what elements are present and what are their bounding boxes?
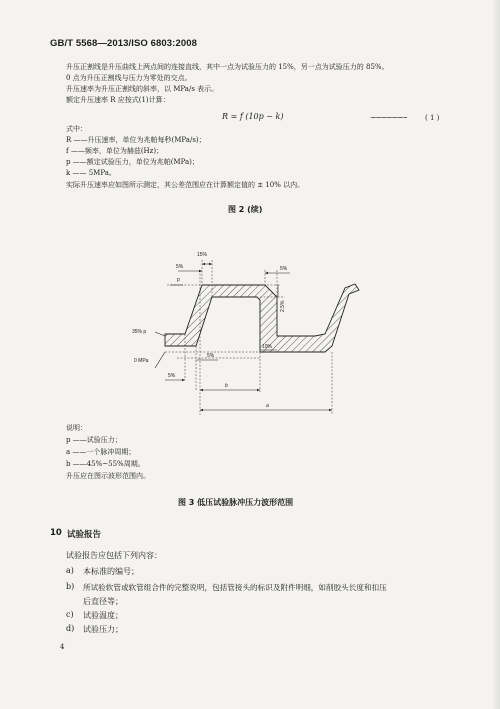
page-number: 4 [60,643,65,651]
definition-R: R ——升压速率，单位为兆帕每秒(MPa/s)； [66,136,206,144]
list-item: 所试验软管或软管组合件的完整说明，包括管接头的标识及附件明细，如削胶头长度和扣压 [83,583,387,592]
list-item-marker: b) [66,582,75,591]
list-item: 本标准的编号； [83,567,139,576]
label-5pct-mid: 5% [207,353,215,359]
label-0-mpa: 0 MPa [134,358,149,364]
list-item: 试验压力； [83,625,123,634]
legend-item-p: p ——试验压力； [66,436,122,444]
section-intro: 试验报告应包括下列内容： [66,551,162,560]
waveform-envelope [165,284,359,352]
section-number: 10 [50,528,62,538]
intro-line-1: 升压正割线是升压曲线上两点间的连接直线，其中一点为试验压力的 15%，另一点为试验压力的 85%。 [66,63,389,71]
definition-k: k —— 5MPa。 [66,169,116,177]
list-item-continuation: 后直径等； [83,597,123,606]
label-a: a [266,403,269,409]
label-5pct-left: 5% [176,264,184,270]
list-item: 试验温度； [83,611,123,620]
legend-title: 说明： [66,424,87,432]
definition-p: p ——额定试验压力，单位为兆帕(MPa)； [66,158,199,166]
definition-f: f ——频率，单位为赫兹(Hz)； [66,147,164,155]
legend-item-a: a ——一个脉冲周期； [66,448,136,456]
section-title: 试验报告 [67,530,102,540]
label-p: p [177,277,180,283]
list-item-marker: d) [66,624,75,633]
pulse-waveform-diagram [120,240,370,422]
formula-dots: ······························ [370,114,407,122]
intro-line-2: 0 点为升压正割线与压力为零处的交点。 [66,74,192,82]
figure-2-caption: 图 2 (续) [228,205,263,214]
label-35pct-p: 35% p [132,329,147,335]
label-2-5pct: 2.5% [280,300,286,312]
label-10pct: 10% [262,344,273,350]
scan-edge-shadow [492,0,500,709]
list-item-marker: c) [66,610,74,619]
intro-line-3: 升压速率为升压正割线的斜率，以 MPa/s 表示。 [66,85,219,93]
legend-note: 升压应在图示波形范围内。 [66,472,150,480]
tolerance-note: 实际升压速率应如图所示测定，其公差范围应在计算额定值的 ± 10% 以内。 [66,181,305,189]
label-b: b [225,383,228,389]
label-5pct-right: 5% [280,266,288,272]
legend-item-b: b ——45%~55%周期。 [66,460,145,468]
label-15pct: 15% [197,252,208,258]
where-label: 式中： [66,125,87,133]
figure-3-caption: 图 3 低压试验脉冲压力波形范围 [178,498,294,507]
label-5pct-bottom: 5% [168,373,176,379]
list-item-marker: a) [66,566,74,575]
formula-number: ( 1 ) [425,114,440,122]
intro-line-4: 额定升压速率 R 应按式(1)计算： [66,96,170,104]
formula: R = f (10p − k) [222,112,284,121]
standard-header: GB/T 5568—2013/ISO 6803:2008 [50,38,197,49]
